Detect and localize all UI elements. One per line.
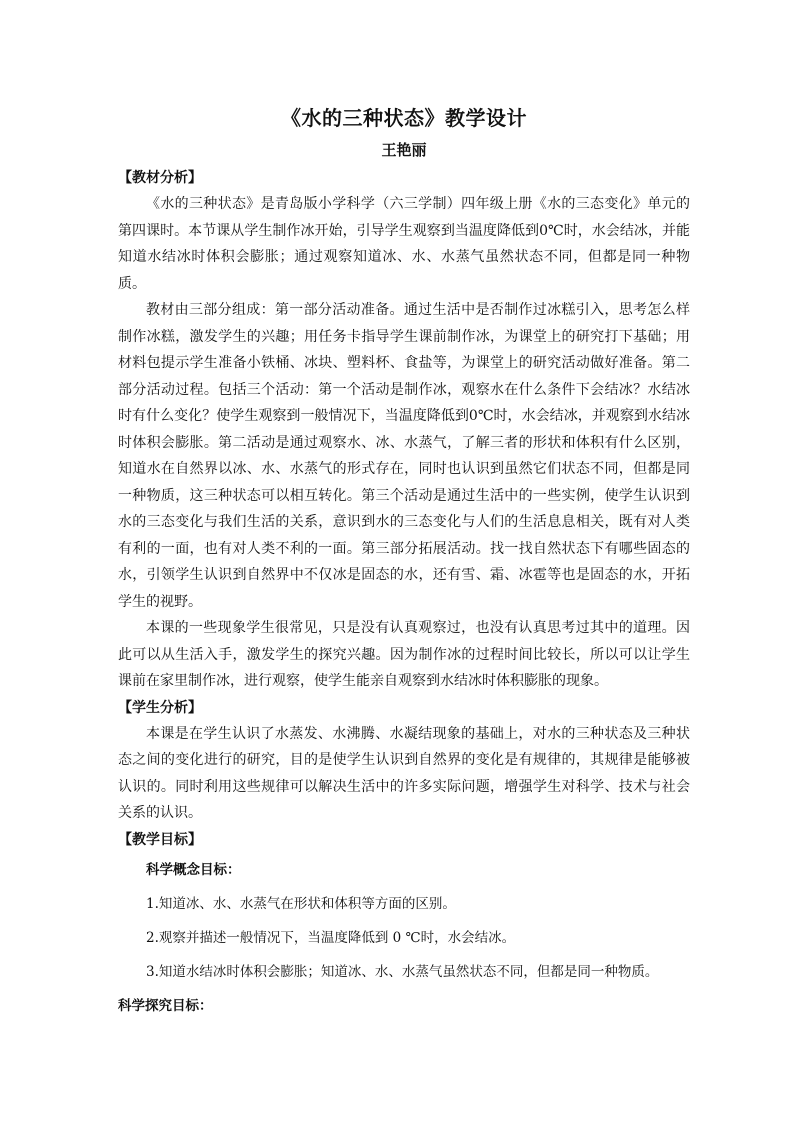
document-author: 王艳丽 — [381, 141, 427, 159]
document-title: 《水的三种状态》教学设计 — [281, 106, 527, 130]
section-heading-student-analysis: 【学生分析】 — [118, 699, 202, 716]
section-heading-material-analysis: 【教材分析】 — [118, 170, 202, 186]
material-analysis-paragraph-2: 教材由三部分组成：第一部分活动准备。通过生活中是否制作过冰糕引入，思考怎么样制作冰糕，激发学生的兴趣；用任务卡指导学生课前制作冰，为课堂上的研究打下基础；用材料包提示学生准备小铁桶、冰块、塑料杯、食盐等，为课堂上的研究活动做好准备。第二部分活动过程。包括三个活动：第一个活动是制作冰，观察水在什么条件下会结冰？水结冰时有什么变化？使学生观察到一般情况下，当温度降低到0℃时，水会结冰，并观察到水结冰时体积会膨胀。第二活动是通过观察水、冰、水蒸气，了解三者的形状和体积有什么区别，知道水在自然界以冰、水、水蒸气的形式存在，同时也认识到虽然它们状态不同，但都是同一种物质，这三种状态可以相互转化。第三个活动是通过生活中的一些实例，使学生认识到水的三态变化与我们生活的关系，意识到水的三态变化与人们的生活息息相关，既有对人类有利的一面，也有对人类不利的一面。第三部分拓展活动。找一找自然状态下有哪些固态的水，引领学生认识到自然界中不仅冰是固态的水，还有雪、霜、冰雹等也是固态的水，开拓学生的视野。 — [118, 302, 690, 610]
material-analysis-paragraph-1: 《水的三种状态》是青岛版小学科学（六三学制）四年级上册《水的三态变化》单元的第四课时。本节课从学生制作冰开始，引导学生观察到当温度降低到0℃时，水会结冰，并能知道水结冰时体积会膨胀；通过观察知道冰、水、水蒸气虽然状态不同，但都是同一种物质。 — [118, 196, 690, 292]
science-concept-item-2: 2.观察并描述一般情况下，当温度降低到 0 ℃时，水会结冰。 — [146, 929, 516, 946]
science-inquiry-heading: 科学探究目标： — [118, 997, 213, 1014]
section-heading-teaching-goals: 【教学目标】 — [118, 831, 202, 848]
material-analysis-paragraph-3: 本课的一些现象学生很常见，只是没有认真观察过，也没有认真思考过其中的道理。因此可以从生活入手，激发学生的探究兴趣。因为制作冰的过程时间比较长，所以可以让学生课前在家里制作冰，进行观察，使学生能亲自观察到水结冰时体积膨胀的现象。 — [118, 620, 690, 689]
science-concept-item-1: 1.知道冰、水、水蒸气在形状和体积等方面的区别。 — [146, 895, 456, 912]
document-content — [118, 101, 690, 1023]
science-concept-item-3: 3.知道水结冰时体积会膨胀；知道冰、水、水蒸气虽然状态不同，但都是同一种物质。 — [146, 963, 659, 980]
science-concepts-heading: 科学概念目标： — [146, 861, 241, 878]
student-analysis-paragraph-1: 本课是在学生认识了水蒸发、水沸腾、水凝结现象的基础上，对水的三种状态及三种状态之间的变化进行的研究，目的是使学生认识到自然界的变化是有规律的，其规律是能够被认识的。同时利用这些规律可以解决生活中的许多实际问题，增强学生对科学、技术与社会关系的认识。 — [118, 725, 690, 821]
